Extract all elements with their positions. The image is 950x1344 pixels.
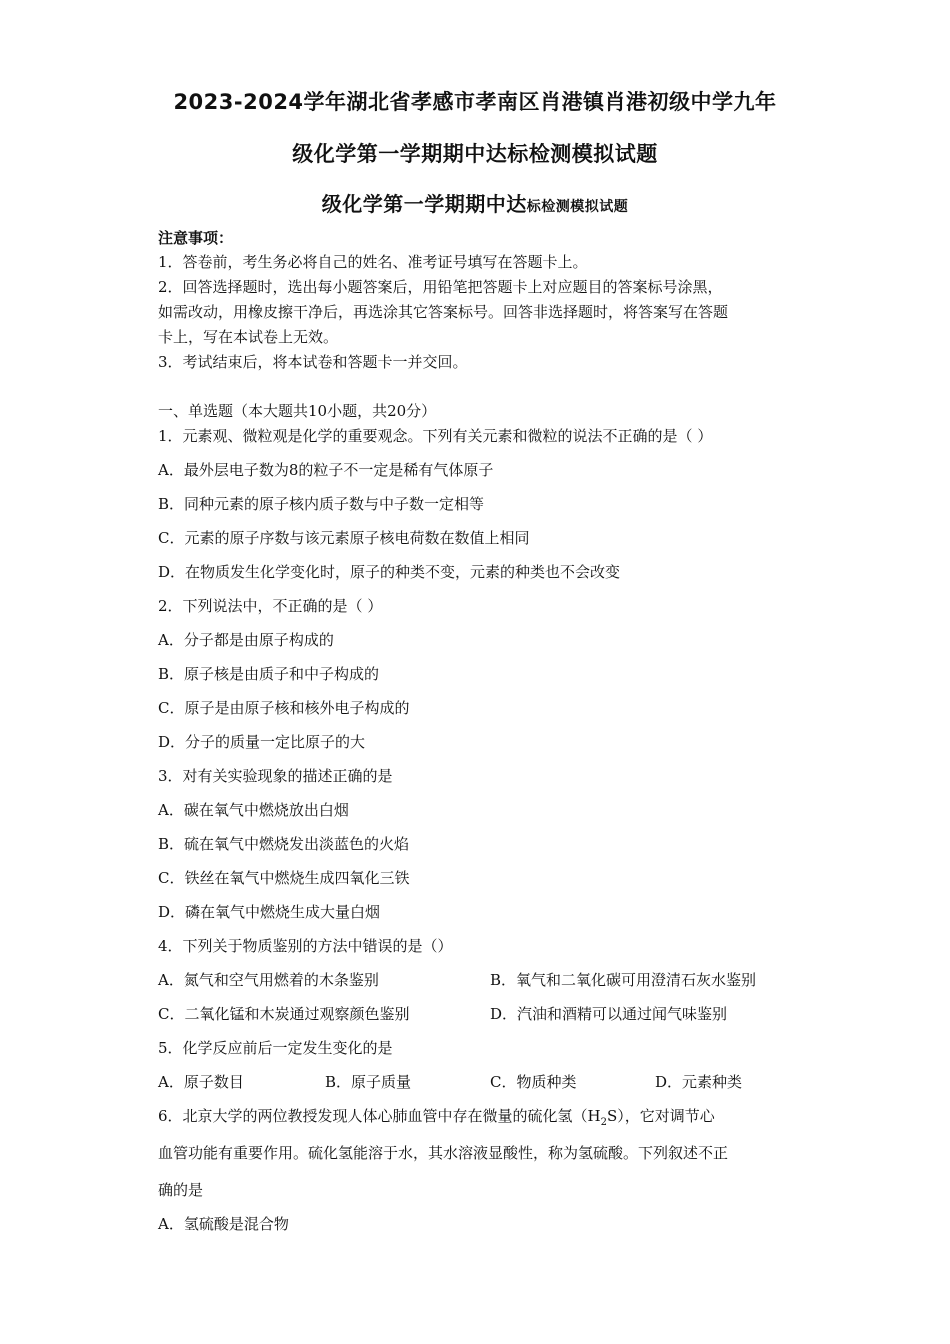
q2-option-c: C．原子是由原子核和核外电子构成的 bbox=[158, 699, 410, 717]
q2-option-b: B．原子核是由质子和中子构成的 bbox=[158, 665, 380, 683]
q6-stem-part1: 6．北京大学的两位教授发现人体心肺血管中存在微量的硫化氢（H bbox=[158, 1107, 601, 1125]
q5-option-b: B．原子质量 bbox=[325, 1073, 412, 1091]
q4-stem: 4．下列关于物质鉴别的方法中错误的是（） bbox=[158, 937, 453, 955]
q5-option-c: C．物质种类 bbox=[490, 1073, 577, 1091]
q4-option-a: A．氮气和空气用燃着的木条鉴别 bbox=[158, 971, 379, 989]
q4-option-b: B．氧气和二氧化碳可用澄清石灰水鉴别 bbox=[490, 971, 757, 989]
q5-stem: 5．化学反应前后一定发生变化的是 bbox=[158, 1039, 393, 1057]
exam-title-line3-small: 标检测模拟试题 bbox=[526, 199, 629, 215]
notice-item-2b: 如需改动，用橡皮擦干净后，再选涂其它答案标号。回答非选择题时，将答案写在答题 bbox=[158, 303, 729, 321]
q6-option-a: A．氢硫酸是混合物 bbox=[158, 1215, 289, 1233]
notice-item-1: 1．答卷前，考生务必将自己的姓名、准考证号填写在答题卡上。 bbox=[158, 253, 588, 271]
q1-option-d: D．在物质发生化学变化时，原子的种类不变，元素的种类也不会改变 bbox=[158, 563, 621, 581]
q1-option-b: B．同种元素的原子核内质子数与中子数一定相等 bbox=[158, 495, 485, 513]
q2-option-a: A．分子都是由原子构成的 bbox=[158, 631, 334, 649]
q6-stem-part2: S），它对调节心 bbox=[607, 1107, 715, 1125]
exam-title-line1: 2023-2024学年湖北省孝感市孝南区肖港镇肖港初级中学九年 bbox=[173, 90, 777, 114]
q6-stem-subscript: 2 bbox=[600, 1117, 608, 1128]
exam-title-line3 bbox=[0, 188, 950, 217]
q6-stem-line3: 确的是 bbox=[158, 1181, 204, 1199]
q5-option-d: D．元素种类 bbox=[655, 1073, 743, 1091]
q2-option-d: D．分子的质量一定比原子的大 bbox=[158, 733, 366, 751]
q4-option-d: D．汽油和酒精可以通过闻气味鉴别 bbox=[490, 1005, 728, 1023]
q1-stem: 1．元素观、微粒观是化学的重要观念。下列有关元素和微粒的说法不正确的是（ ） bbox=[158, 427, 713, 445]
q3-option-d: D．磷在氧气中燃烧生成大量白烟 bbox=[158, 903, 381, 921]
q1-option-a: A．最外层电子数为8的粒子不一定是稀有气体原子 bbox=[158, 461, 494, 479]
q5-option-a: A．原子数目 bbox=[158, 1073, 244, 1091]
q3-option-a: A．碳在氧气中燃烧放出白烟 bbox=[158, 801, 349, 819]
exam-title-line3-main: 级化学第一学期期中达 bbox=[321, 192, 527, 216]
q3-option-b: B．硫在氧气中燃烧发出淡蓝色的火焰 bbox=[158, 835, 410, 853]
notice-heading: 注意事项： bbox=[158, 229, 234, 247]
q6-stem-line2: 血管功能有重要作用。硫化氢能溶于水，其水溶液显酸性，称为氢硫酸。下列叙述不正 bbox=[158, 1144, 729, 1162]
q3-option-c: C．铁丝在氧气中燃烧生成四氧化三铁 bbox=[158, 869, 410, 887]
q6-stem-line1 bbox=[158, 1106, 715, 1133]
section1-heading: 一、单选题（本大题共10小题，共20分） bbox=[158, 402, 437, 420]
q3-stem: 3．对有关实验现象的描述正确的是 bbox=[158, 767, 393, 785]
q4-option-c: C．二氧化锰和木炭通过观察颜色鉴别 bbox=[158, 1005, 410, 1023]
notice-item-3: 3．考试结束后，将本试卷和答题卡一并交回。 bbox=[158, 353, 468, 371]
notice-item-2a: 2．回答选择题时，选出每小题答案后，用铅笔把答题卡上对应题目的答案标号涂黑， bbox=[158, 278, 723, 296]
notice-item-2c: 卡上，写在本试卷上无效。 bbox=[158, 328, 339, 346]
q2-stem: 2．下列说法中，不正确的是（ ） bbox=[158, 597, 383, 615]
q1-option-c: C．元素的原子序数与该元素原子核电荷数在数值上相同 bbox=[158, 529, 530, 547]
exam-title-line2: 级化学第一学期期中达标检测模拟试题 bbox=[292, 142, 658, 166]
